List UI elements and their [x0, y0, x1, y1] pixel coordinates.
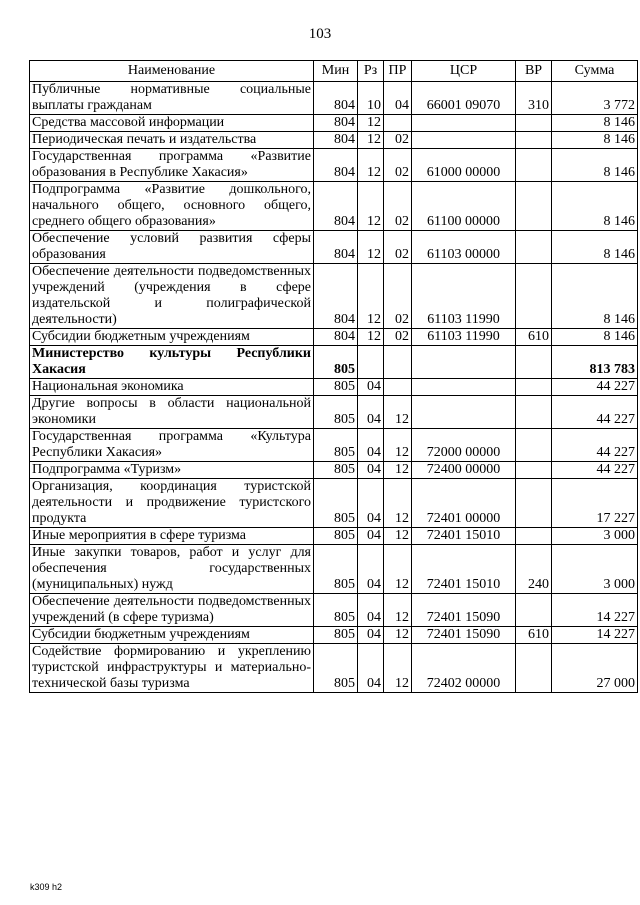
cell-rz: 04: [358, 462, 384, 479]
table-row: [30, 379, 638, 396]
cell-pr: 02: [384, 149, 412, 182]
cell-rz: 12: [358, 329, 384, 346]
cell-sum: 3 772: [552, 82, 638, 115]
cell-pr: 12: [384, 429, 412, 462]
cell-name: Подпрограмма «Туризм»: [30, 462, 314, 479]
cell-pr: [384, 346, 412, 379]
cell-csr: 66001 09070: [412, 82, 516, 115]
cell-pr: 12: [384, 462, 412, 479]
cell-csr: 61103 00000: [412, 231, 516, 264]
cell-min: 805: [314, 462, 358, 479]
cell-pr: 02: [384, 182, 412, 231]
cell-vr: 240: [516, 545, 552, 594]
cell-rz: 12: [358, 132, 384, 149]
cell-vr: [516, 396, 552, 429]
cell-vr: [516, 644, 552, 693]
cell-name: Периодическая печать и издательства: [30, 132, 314, 149]
cell-min: 805: [314, 627, 358, 644]
cell-csr: 72401 15090: [412, 627, 516, 644]
cell-pr: 02: [384, 231, 412, 264]
cell-pr: 04: [384, 82, 412, 115]
cell-vr: [516, 149, 552, 182]
cell-rz: 04: [358, 545, 384, 594]
cell-pr: 12: [384, 627, 412, 644]
table-row: [30, 429, 638, 462]
cell-pr: 02: [384, 132, 412, 149]
table-row: [30, 231, 638, 264]
cell-min: 804: [314, 329, 358, 346]
cell-pr: [384, 379, 412, 396]
cell-name: Иные закупки товаров, работ и услуг для обеспечения государственных (муниципальных) нужд: [30, 545, 314, 594]
cell-pr: 12: [384, 528, 412, 545]
cell-rz: 12: [358, 231, 384, 264]
cell-min: 804: [314, 264, 358, 329]
cell-name: Обеспечение деятельности подведомственных учреждений (в сфере туризма): [30, 594, 314, 627]
cell-csr: 72401 15010: [412, 545, 516, 594]
cell-csr: 72000 00000: [412, 429, 516, 462]
cell-sum: 3 000: [552, 545, 638, 594]
cell-vr: [516, 132, 552, 149]
cell-vr: [516, 528, 552, 545]
cell-sum: 14 227: [552, 627, 638, 644]
table-row: [30, 594, 638, 627]
column-header-rz: Рз: [358, 61, 384, 82]
table-row: [30, 346, 638, 379]
cell-vr: [516, 264, 552, 329]
cell-sum: 44 227: [552, 379, 638, 396]
cell-rz: 12: [358, 149, 384, 182]
cell-csr: 72400 00000: [412, 462, 516, 479]
column-header-sum: Сумма: [552, 61, 638, 82]
cell-vr: [516, 479, 552, 528]
cell-min: 805: [314, 429, 358, 462]
budget-table: [29, 60, 638, 693]
cell-csr: 61000 00000: [412, 149, 516, 182]
table-row: [30, 479, 638, 528]
cell-min: 805: [314, 644, 358, 693]
cell-vr: 610: [516, 627, 552, 644]
cell-sum: 8 146: [552, 132, 638, 149]
table-body: [30, 82, 638, 693]
table-row: [30, 329, 638, 346]
cell-min: 805: [314, 379, 358, 396]
cell-name: Государственная программа «Культура Республики Хакасия»: [30, 429, 314, 462]
cell-sum: 8 146: [552, 231, 638, 264]
cell-vr: [516, 462, 552, 479]
cell-sum: 8 146: [552, 182, 638, 231]
cell-pr: [384, 115, 412, 132]
cell-csr: [412, 132, 516, 149]
cell-csr: 72402 00000: [412, 644, 516, 693]
cell-min: 804: [314, 149, 358, 182]
cell-pr: 02: [384, 329, 412, 346]
cell-min: 805: [314, 346, 358, 379]
cell-sum: 14 227: [552, 594, 638, 627]
cell-pr: 12: [384, 479, 412, 528]
cell-name: Национальная экономика: [30, 379, 314, 396]
cell-rz: 12: [358, 182, 384, 231]
cell-vr: [516, 594, 552, 627]
table-row: [30, 82, 638, 115]
cell-rz: 04: [358, 479, 384, 528]
cell-rz: 04: [358, 429, 384, 462]
cell-name: Средства массовой информации: [30, 115, 314, 132]
table-row: [30, 627, 638, 644]
cell-rz: [358, 346, 384, 379]
cell-csr: [412, 379, 516, 396]
column-header-min: Мин: [314, 61, 358, 82]
cell-csr: 61103 11990: [412, 329, 516, 346]
cell-csr: 61103 11990: [412, 264, 516, 329]
cell-min: 804: [314, 132, 358, 149]
cell-min: 805: [314, 479, 358, 528]
cell-rz: 12: [358, 264, 384, 329]
cell-name: Другие вопросы в области национальной экономики: [30, 396, 314, 429]
cell-name: Обеспечение условий развития сферы образования: [30, 231, 314, 264]
table-row: [30, 149, 638, 182]
cell-sum: 8 146: [552, 329, 638, 346]
cell-csr: 72401 00000: [412, 479, 516, 528]
cell-name: Министерство культуры Республики Хакасия: [30, 346, 314, 379]
cell-name: Субсидии бюджетным учреждениям: [30, 627, 314, 644]
cell-vr: [516, 429, 552, 462]
table-row: [30, 644, 638, 693]
cell-rz: 04: [358, 627, 384, 644]
table-row: [30, 396, 638, 429]
cell-name: Иные мероприятия в сфере туризма: [30, 528, 314, 545]
cell-sum: 44 227: [552, 396, 638, 429]
cell-rz: 04: [358, 528, 384, 545]
cell-sum: 3 000: [552, 528, 638, 545]
table-row: [30, 545, 638, 594]
column-header-csr: ЦСР: [412, 61, 516, 82]
cell-csr: [412, 346, 516, 379]
cell-vr: 310: [516, 82, 552, 115]
cell-rz: 04: [358, 396, 384, 429]
cell-name: Публичные нормативные социальные выплаты гражданам: [30, 82, 314, 115]
cell-pr: 12: [384, 594, 412, 627]
cell-vr: [516, 115, 552, 132]
cell-min: 804: [314, 231, 358, 264]
column-header-name: Наименование: [30, 61, 314, 82]
cell-rz: 12: [358, 115, 384, 132]
cell-min: 804: [314, 82, 358, 115]
cell-pr: 12: [384, 644, 412, 693]
cell-vr: [516, 346, 552, 379]
cell-sum: 27 000: [552, 644, 638, 693]
cell-sum: 17 227: [552, 479, 638, 528]
table-row: [30, 528, 638, 545]
cell-sum: 8 146: [552, 115, 638, 132]
cell-min: 805: [314, 545, 358, 594]
cell-csr: 61100 00000: [412, 182, 516, 231]
cell-sum: 813 783: [552, 346, 638, 379]
cell-pr: 12: [384, 396, 412, 429]
cell-sum: 8 146: [552, 149, 638, 182]
cell-pr: 12: [384, 545, 412, 594]
cell-sum: 44 227: [552, 462, 638, 479]
cell-min: 805: [314, 396, 358, 429]
table-row: [30, 264, 638, 329]
table-row: [30, 132, 638, 149]
column-header-vr: ВР: [516, 61, 552, 82]
cell-min: 805: [314, 594, 358, 627]
cell-sum: 44 227: [552, 429, 638, 462]
cell-sum: 8 146: [552, 264, 638, 329]
column-header-pr: ПР: [384, 61, 412, 82]
cell-csr: 72401 15010: [412, 528, 516, 545]
cell-rz: 10: [358, 82, 384, 115]
cell-name: Субсидии бюджетным учреждениям: [30, 329, 314, 346]
cell-csr: [412, 115, 516, 132]
cell-name: Содействие формированию и укреплению туристской инфраструктуры и материально-технической базы туризма: [30, 644, 314, 693]
cell-name: Обеспечение деятельности подведомственных учреждений (учреждения в сфере издательской и полиграфической деятельности): [30, 264, 314, 329]
cell-csr: [412, 396, 516, 429]
table-row: [30, 115, 638, 132]
cell-rz: 04: [358, 644, 384, 693]
cell-min: 804: [314, 115, 358, 132]
cell-csr: 72401 15090: [412, 594, 516, 627]
footer-code: k309 h2: [30, 882, 63, 892]
cell-rz: 04: [358, 379, 384, 396]
table-header-row: [30, 61, 638, 82]
page-number: 103: [308, 26, 332, 42]
cell-name: Подпрограмма «Развитие дошкольного, начального общего, основного общего, среднего общего образования»: [30, 182, 314, 231]
table-row: [30, 182, 638, 231]
cell-min: 804: [314, 182, 358, 231]
cell-min: 805: [314, 528, 358, 545]
cell-vr: [516, 231, 552, 264]
cell-rz: 04: [358, 594, 384, 627]
cell-name: Государственная программа «Развитие образования в Республике Хакасия»: [30, 149, 314, 182]
cell-name: Организация, координация туристской деятельности и продвижение туристского продукта: [30, 479, 314, 528]
cell-vr: [516, 182, 552, 231]
cell-pr: 02: [384, 264, 412, 329]
cell-vr: [516, 379, 552, 396]
table-row: [30, 462, 638, 479]
cell-vr: 610: [516, 329, 552, 346]
